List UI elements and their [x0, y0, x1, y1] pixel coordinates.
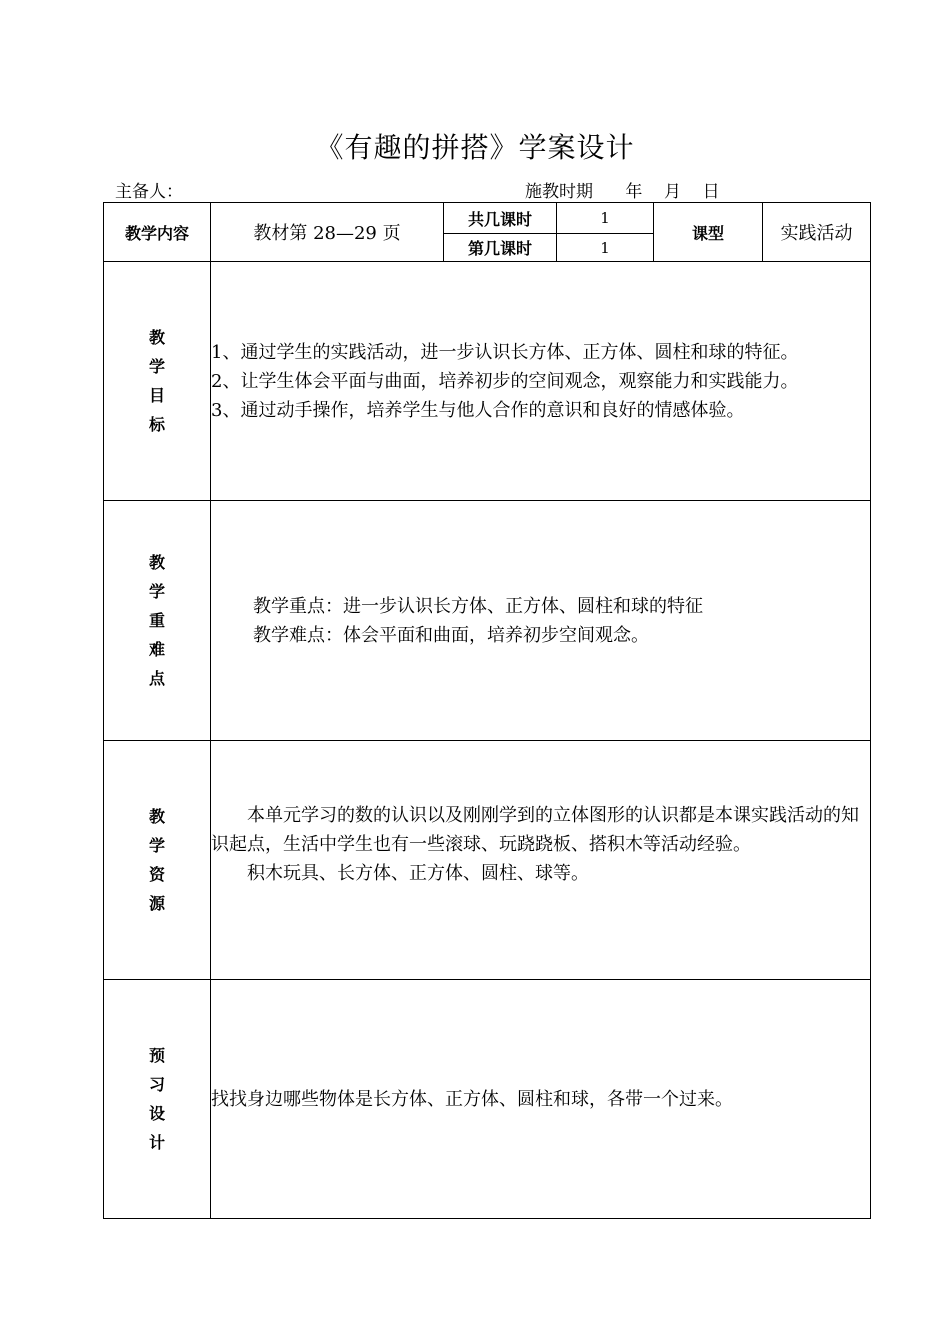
preview-line: 找找身边哪些物体是长方体、正方体、圆柱和球，各带一个过来。 — [211, 1088, 733, 1110]
total-lessons-label: 共几课时 — [444, 203, 557, 234]
resource-paragraph: 积木玩具、长方体、正方体、圆柱、球等。 — [247, 862, 589, 884]
content-label: 教学内容 — [104, 203, 211, 262]
resource-paragraph: 本单元学习的数的认识以及刚刚学到的立体图形的认识都是本课实践活动的知识起点，生活中学生也有一些滚球、玩跷跷板、搭积木等活动经验。 — [211, 804, 859, 855]
total-lessons-value: 1 — [557, 203, 654, 234]
difficulty-line: 教学难点：体会平面和曲面，培养初步空间观念。 — [253, 624, 649, 646]
objective-line: 2、让学生体会平面与曲面，培养初步的空间观念，观察能力和实践能力。 — [211, 370, 799, 392]
lesson-plan-table — [103, 202, 871, 1219]
key-points-label: 教 学 重 难 点 — [104, 501, 211, 741]
key-point-line: 教学重点：进一步认识长方体、正方体、圆柱和球的特征 — [253, 595, 703, 617]
teaching-time: 施教时期 年 月 日 — [525, 182, 720, 202]
objective-line: 3、通过动手操作，培养学生与他人合作的意识和良好的情感体验。 — [211, 399, 745, 421]
type-value: 实践活动 — [763, 203, 871, 262]
lesson-no-value: 1 — [557, 234, 654, 262]
objectives-label: 教 学 目 标 — [104, 262, 211, 501]
objective-line: 1、通过学生的实践活动，进一步认识长方体、正方体、圆柱和球的特征。 — [211, 341, 799, 363]
preview-content — [211, 980, 871, 1219]
lesson-no-label: 第几课时 — [444, 234, 557, 262]
type-label: 课型 — [654, 203, 763, 262]
resources-content — [211, 741, 871, 980]
objectives-content — [211, 262, 871, 501]
preview-label: 预 习 设 计 — [104, 980, 211, 1219]
preparer-label: 主备人： — [115, 182, 183, 202]
document-title: 《有趣的拼搭》学案设计 — [315, 131, 635, 164]
content-value: 教材第 28—29 页 — [211, 203, 444, 262]
resources-label: 教 学 资 源 — [104, 741, 211, 980]
key-points-content — [211, 501, 871, 741]
